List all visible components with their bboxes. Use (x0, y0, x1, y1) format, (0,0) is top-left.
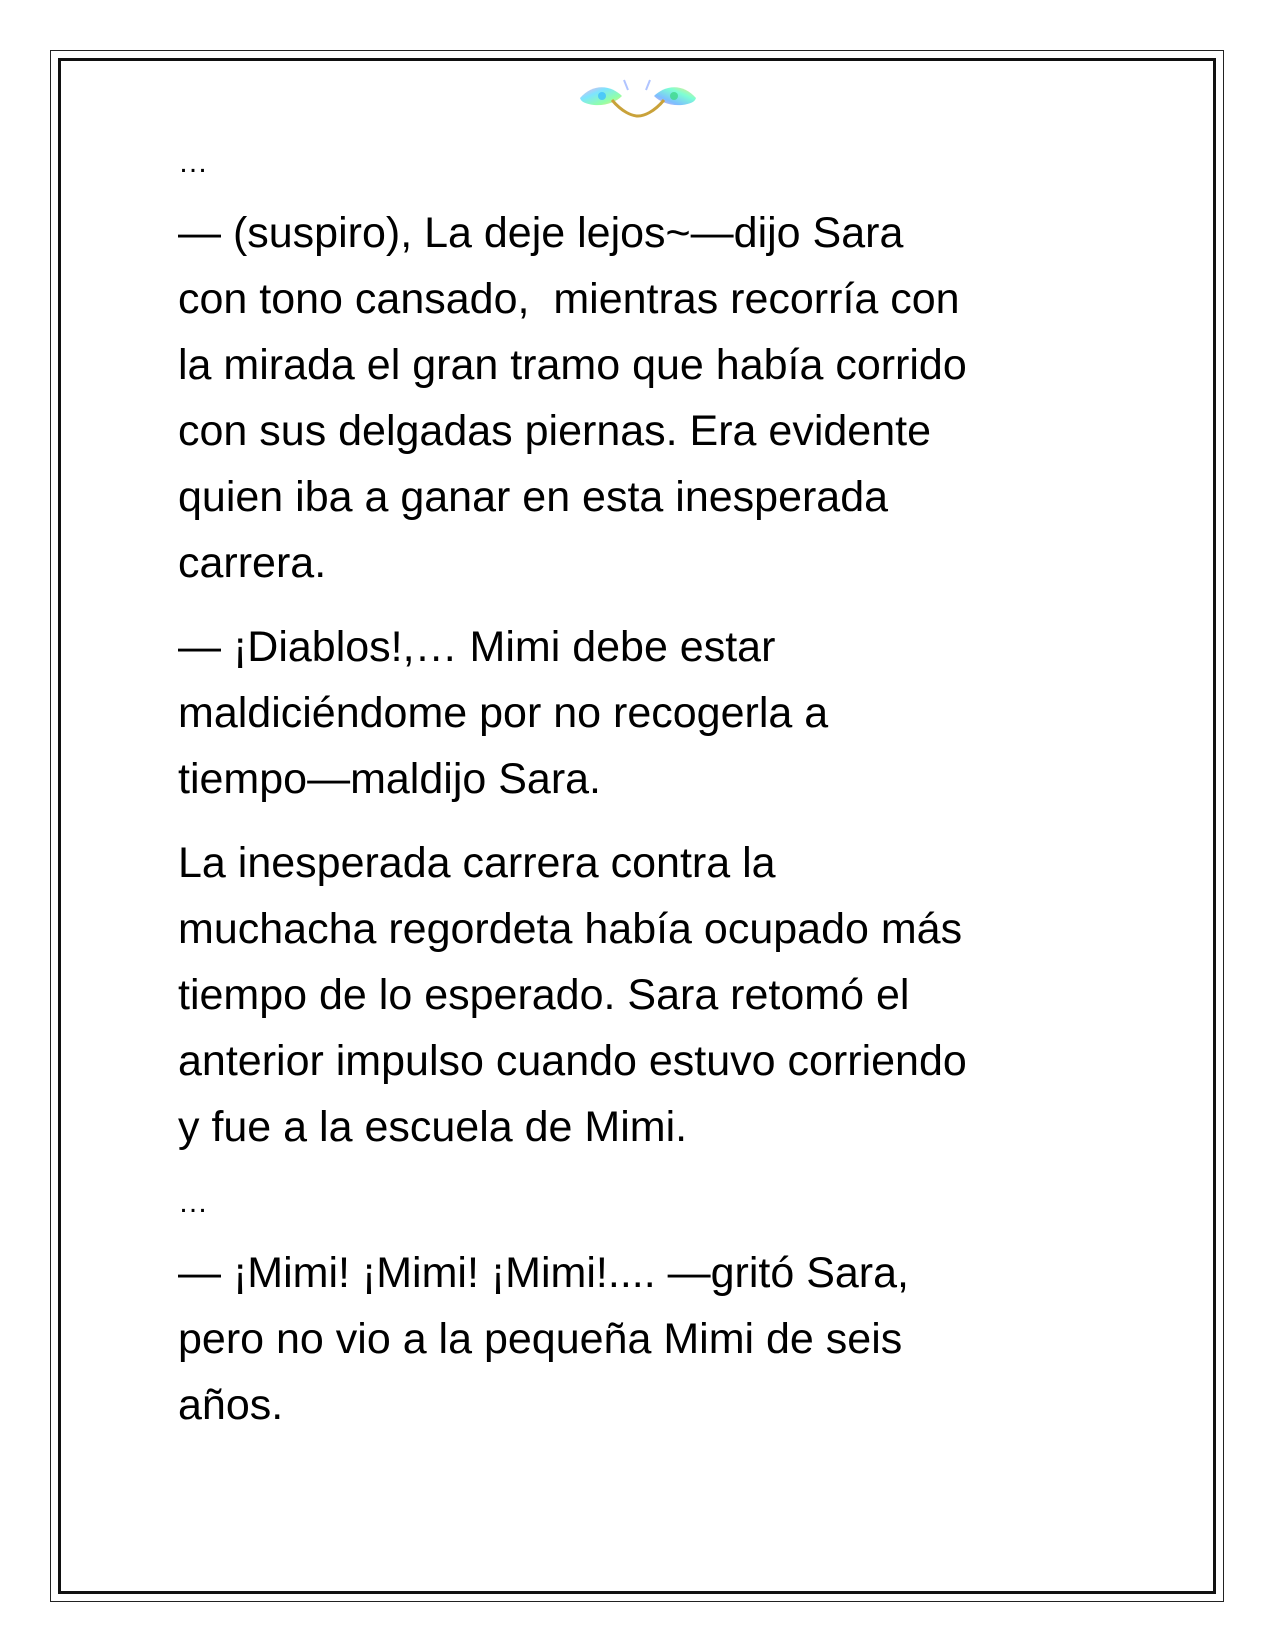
paragraph-line: con sus delgadas piernas. Era evidente (178, 407, 931, 455)
paragraph-line: — ¡Mimi! ¡Mimi! ¡Mimi!.... —gritó Sara, (178, 1249, 909, 1297)
paragraph-line: anterior impulso cuando estuvo corriendo (178, 1037, 967, 1085)
scene-break-ellipsis: … (178, 146, 210, 179)
paragraph-line: muchacha regordeta había ocupado más (178, 905, 963, 953)
butterfly-ornament-icon (572, 72, 704, 126)
paragraph-line: años. (178, 1381, 284, 1429)
paragraph-line: — (suspiro), La deje lejos~—dijo Sara (178, 209, 904, 257)
paragraph (178, 200, 1118, 596)
paragraph-line: quien iba a ganar en esta inesperada (178, 473, 889, 521)
story-text (178, 138, 1118, 1456)
paragraph-line: maldiciéndome por no recogerla a (178, 689, 829, 737)
scene-break-ellipsis: … (178, 1186, 210, 1219)
paragraph-line: y fue a la escuela de Mimi. (178, 1103, 688, 1151)
paragraph-line: tiempo de lo esperado. Sara retomó el (178, 971, 910, 1019)
paragraph (178, 830, 1118, 1160)
paragraph-line: con tono cansado, mientras recorría con (178, 275, 960, 323)
paragraph-line: — ¡Diablos!,… Mimi debe estar (178, 623, 776, 671)
paragraph (178, 1240, 1118, 1438)
paragraph-line: tiempo—maldijo Sara. (178, 755, 602, 803)
paragraph-line: la mirada el gran tramo que había corrido (178, 341, 967, 389)
paragraph-line: La inesperada carrera contra la (178, 839, 776, 887)
paragraph (178, 614, 1118, 812)
paragraph-line: pero no vio a la pequeña Mimi de seis (178, 1315, 903, 1363)
paragraph-line: carrera. (178, 539, 327, 587)
